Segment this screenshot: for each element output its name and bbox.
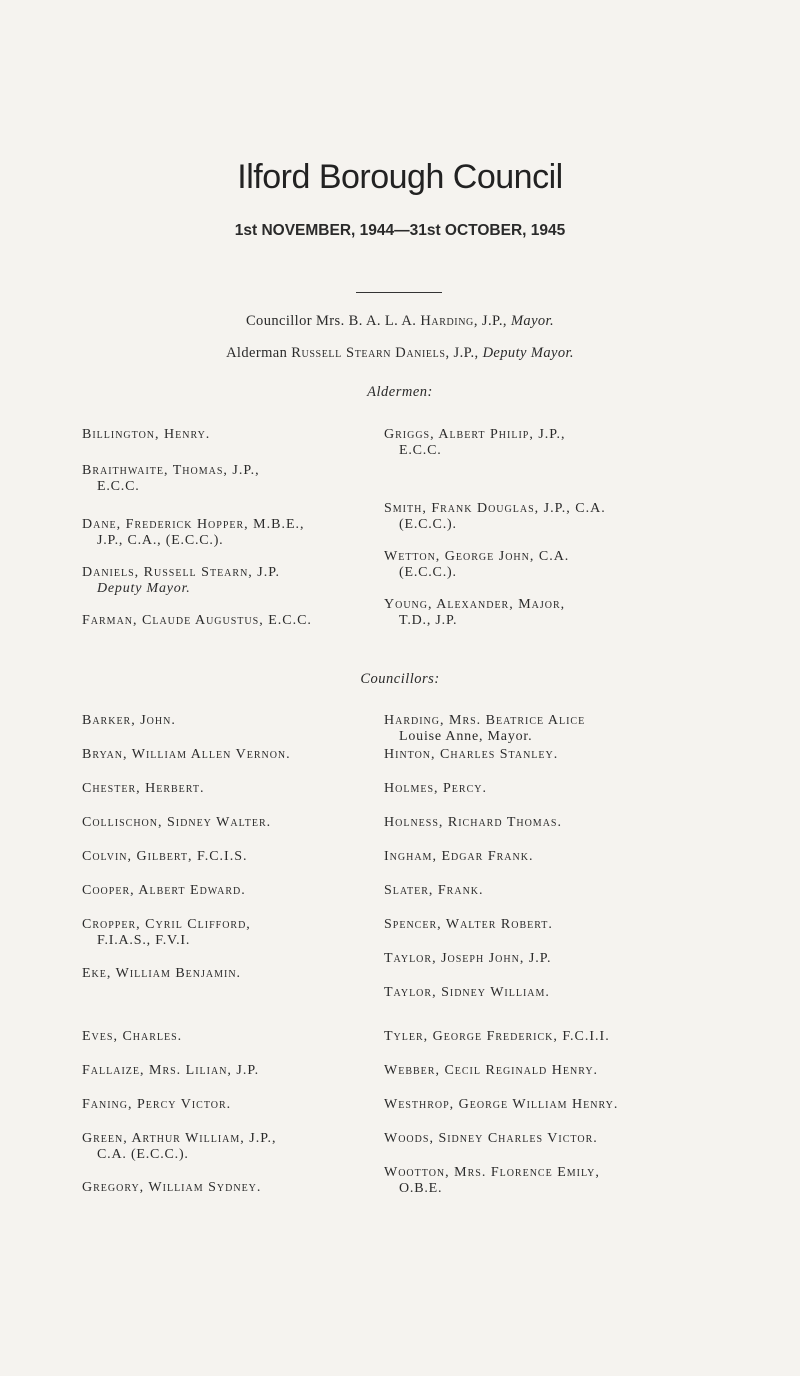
deputy-names: Russell Stearn Daniels [291, 345, 446, 361]
councillor-entry: Colvin, Gilbert, F.C.I.S. [82, 849, 248, 864]
divider [356, 292, 442, 293]
mayor-prefix: Councillor Mrs. B. A. L. A. [245, 313, 421, 329]
councillor-entry: Bryan, William Allen Vernon. [82, 747, 291, 762]
councillor-entry: Green, Arthur William, J.P., C.A. (E.C.C.). [82, 1131, 277, 1162]
mayor-surname: Harding [420, 313, 474, 329]
alderman-entry: Braithwaite, Thomas, J.P., E.C.C. [82, 463, 260, 494]
councillor-entry: Spencer, Walter Robert. [384, 917, 553, 932]
councillor-entry: Holmes, Percy. [384, 781, 487, 796]
councillor-entry: Chester, Herbert. [82, 781, 205, 796]
deputy-prefix: Alderman [226, 345, 292, 361]
deputy-mayor-line [0, 345, 800, 362]
councillor-entry: Holness, Richard Thomas. [384, 815, 562, 830]
aldermen-heading: Aldermen: [367, 384, 433, 400]
mayor-role: Mayor. [510, 313, 555, 329]
councillor-entry: Ingham, Edgar Frank. [384, 849, 534, 864]
deputy-suffix: , J.P., [445, 345, 483, 361]
alderman-entry: Daniels, Russell Stearn, J.P. Deputy Mayor. [82, 565, 280, 596]
councillor-entry: Woods, Sidney Charles Victor. [384, 1131, 598, 1146]
period-subtitle: 1st NOVEMBER, 1944—31st OCTOBER, 1945 [234, 222, 566, 239]
alderman-entry: Griggs, Albert Philip, J.P., E.C.C. [384, 427, 566, 458]
mayor-suffix: , J.P., [473, 313, 511, 329]
mayor-line [0, 313, 800, 330]
councillor-entry: Cropper, Cyril Clifford, F.I.A.S., F.V.I. [82, 917, 251, 948]
alderman-entry: Farman, Claude Augustus, E.C.C. [82, 613, 312, 628]
councillor-entry: Wootton, Mrs. Florence Emily, O.B.E. [384, 1165, 600, 1196]
alderman-entry: Billington, Henry. [82, 427, 211, 442]
alderman-entry: Wetton, George John, C.A. (E.C.C.). [384, 549, 570, 580]
councillor-entry: Gregory, William Sydney. [82, 1180, 262, 1195]
alderman-entry: Smith, Frank Douglas, J.P., C.A. (E.C.C.). [384, 501, 606, 532]
councillor-entry: Eves, Charles. [82, 1029, 183, 1044]
councillors-heading: Councillors: [360, 671, 440, 687]
councillor-entry: Tyler, George Frederick, F.C.I.I. [384, 1029, 610, 1044]
councillor-entry: Webber, Cecil Reginald Henry. [384, 1063, 599, 1078]
councillor-entry: Taylor, Joseph John, J.P. [384, 951, 552, 966]
alderman-entry: Young, Alexander, Major, T.D., J.P. [384, 597, 566, 628]
councillor-entry: Fallaize, Mrs. Lilian, J.P. [82, 1063, 260, 1078]
councillor-entry: Harding, Mrs. Beatrice Alice Louise Anne, Mayor. [384, 713, 586, 744]
deputy-role: Deputy Mayor. [482, 345, 574, 361]
councillor-entry: Hinton, Charles Stanley. [384, 747, 559, 762]
page-title: Ilford Borough Council [237, 158, 563, 196]
councillor-entry: Slater, Frank. [384, 883, 484, 898]
councillor-entry: Taylor, Sidney William. [384, 985, 550, 1000]
councillor-entry: Faning, Percy Victor. [82, 1097, 232, 1112]
councillor-entry: Cooper, Albert Edward. [82, 883, 246, 898]
councillor-entry: Collischon, Sidney Walter. [82, 815, 272, 830]
councillor-entry: Barker, John. [82, 713, 176, 728]
councillor-entry: Eke, William Benjamin. [82, 966, 242, 981]
councillor-entry: Westhrop, George William Henry. [384, 1097, 619, 1112]
alderman-entry: Dane, Frederick Hopper, M.B.E., J.P., C.A., (E.C.C.). [82, 517, 305, 548]
